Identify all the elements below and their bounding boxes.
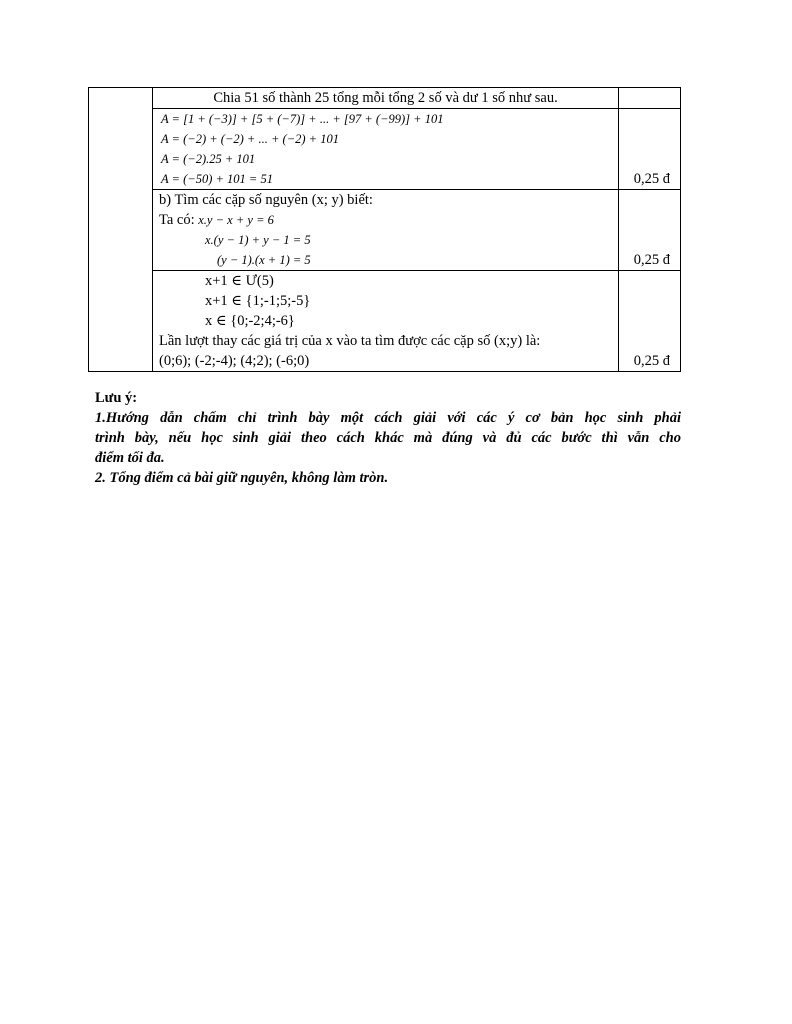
row3-heading: b) Tìm các cặp số nguyên (x; y) biết: xyxy=(159,192,373,208)
row4-line4: Lần lượt thay các giá trị của x vào ta tìm được các cặp số (x;y) là: xyxy=(159,333,541,349)
row1-score-cell xyxy=(619,88,681,109)
row1-text: Chia 51 số thành 25 tổng mỗi tổng 2 số và dư 1 số như sau. xyxy=(153,88,619,109)
row2-math-cell xyxy=(153,109,619,190)
row3-cell xyxy=(153,190,619,271)
row4-cell xyxy=(153,271,619,372)
note-p1-line1: 1.Hướng dẫn chấm chỉ trình bày một cách giải với các ý cơ bản học sinh phải xyxy=(95,410,681,426)
row3-intro: Ta có: xyxy=(159,212,195,228)
row3-eq1: x.y − x + y = 6 xyxy=(198,213,274,227)
row3-intro-line xyxy=(153,210,618,230)
answer-table-container xyxy=(88,87,680,372)
row4-line5: (0;6); (-2;-4); (4;2); (-6;0) xyxy=(159,353,310,369)
math-line: A = (−2) + (−2) + ... + (−2) + 101 xyxy=(161,132,339,146)
empty-index-cell xyxy=(89,88,153,372)
note-p1-line2: trình bày, nếu học sinh giải theo cách khác mà đúng và đủ các bước thì vẫn cho xyxy=(95,430,681,446)
row4-line1: x+1 ∈ Ư(5) xyxy=(205,273,274,289)
note-title: Lưu ý: xyxy=(95,390,138,406)
table-row xyxy=(89,190,681,271)
row4-line3: x ∈ {0;-2;4;-6} xyxy=(205,313,295,329)
table-row xyxy=(89,109,681,190)
row2-score: 0,25 đ xyxy=(619,109,681,190)
row3-score: 0,25 đ xyxy=(619,190,681,271)
row3-eq2: x.(y − 1) + y − 1 = 5 xyxy=(205,233,311,247)
math-line: A = (−50) + 101 = 51 xyxy=(161,172,273,186)
row3-eq3: (y − 1).(x + 1) = 5 xyxy=(217,253,311,267)
note-p1-line3: điểm tối đa. xyxy=(95,450,165,466)
answer-table xyxy=(88,87,681,372)
math-line: A = (−2).25 + 101 xyxy=(161,152,256,166)
math-line: A = [1 + (−3)] + [5 + (−7)] + ... + [97 + (−99)] + 101 xyxy=(161,112,444,126)
row4-score: 0,25 đ xyxy=(619,271,681,372)
row4-line2: x+1 ∈ {1;-1;5;-5} xyxy=(205,293,311,309)
note-section xyxy=(95,388,681,488)
table-row xyxy=(89,271,681,372)
note-p2: 2. Tổng điểm cả bài giữ nguyên, không làm tròn. xyxy=(95,470,389,486)
table-row xyxy=(89,88,681,109)
